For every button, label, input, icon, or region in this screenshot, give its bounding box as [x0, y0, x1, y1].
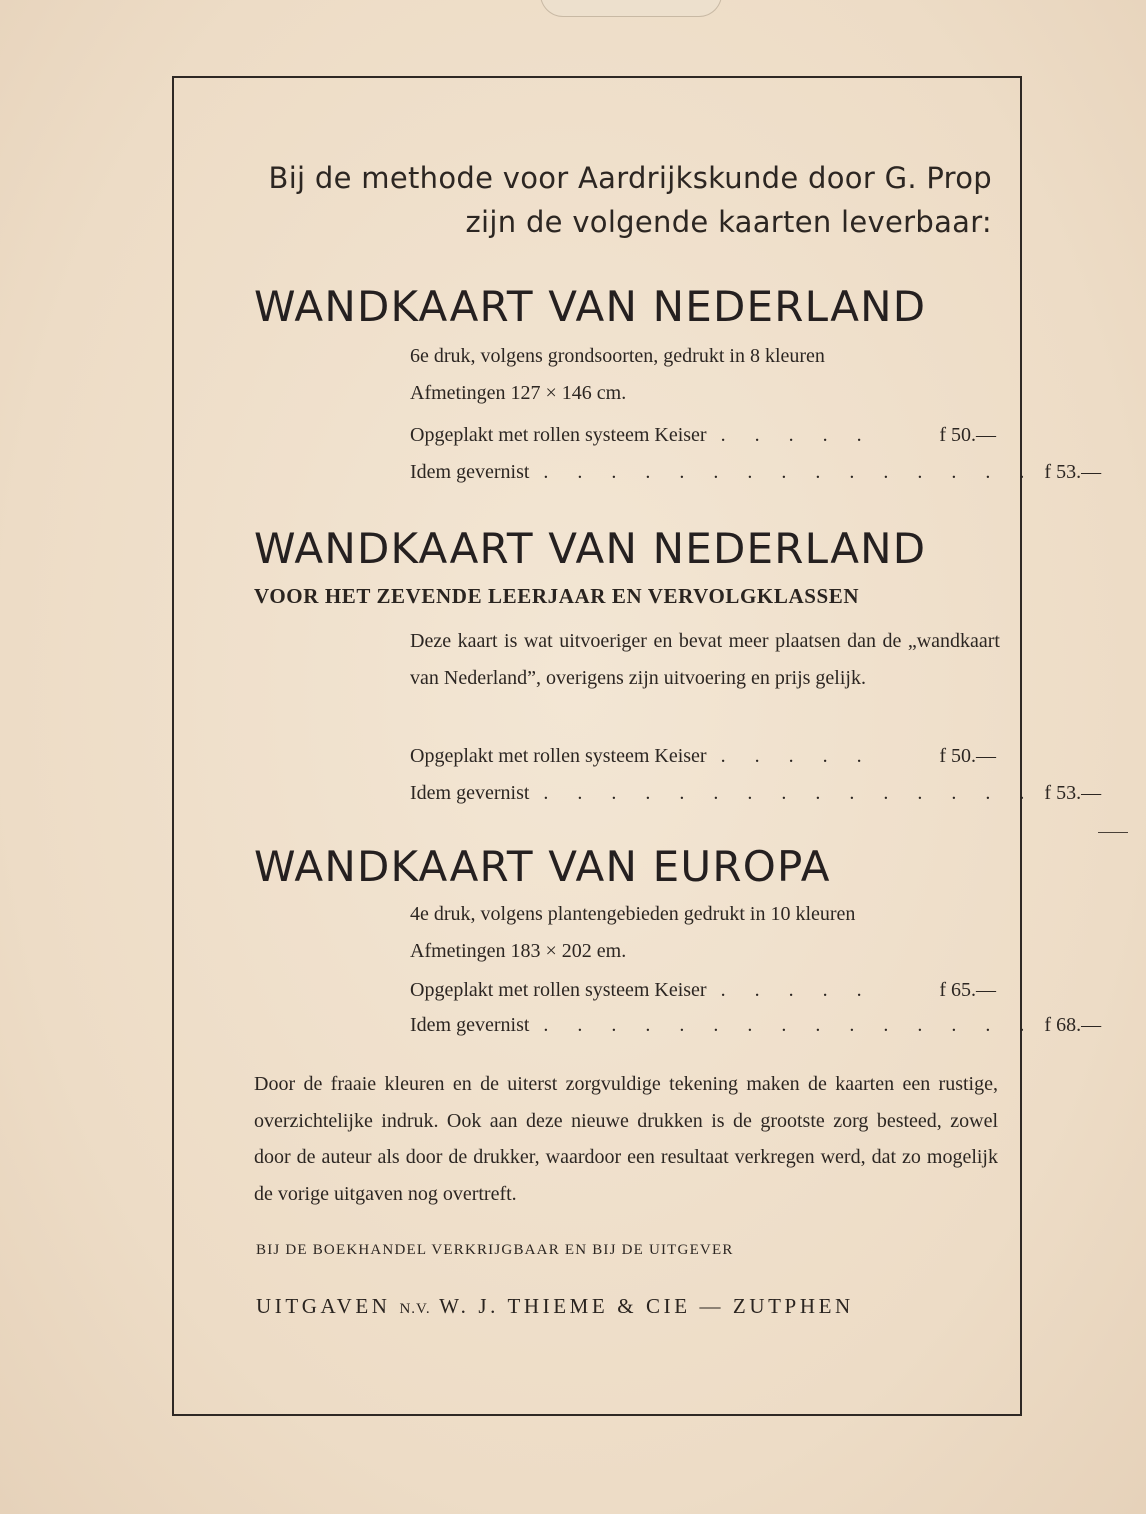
spec-europa [410, 896, 1000, 970]
publisher-prefix: UITGAVEN [256, 1294, 391, 1318]
heading-wandkaart-nederland-zevende: WANDKAART VAN NEDERLAND [254, 524, 927, 573]
price-label: Opgeplakt met rollen systeem Keiser [410, 745, 707, 767]
spec-line: 4e druk, volgens plantengebieden gedrukt in 10 kleuren [410, 903, 856, 925]
price-value: f 53.— [1044, 782, 1102, 804]
leader-dots: . . . . . [720, 979, 874, 1001]
price-row [410, 424, 996, 460]
price-value: f 68.— [1044, 1014, 1102, 1036]
spec-line: 6e druk, volgens grondsoorten, gedrukt in 8 kleuren [410, 345, 825, 367]
closing-paragraph: Door de fraaie kleuren en de uiterst zorgvuldige tekening maken de kaarten een rustige, overzichtelijke indruk. Ook aan deze nieuwe drukken is de grootste zorg besteed, zowel door de auteur als door de drukker, waardoor een resultaat verkregen werd, dat zo mogelijk de vorige uitgaven nog overtreft. [254, 1073, 998, 1205]
edge-mark [1098, 832, 1128, 833]
paper-fold [540, 0, 722, 17]
spec-nederland [410, 338, 1000, 412]
price-row [410, 979, 996, 1015]
spec-line: Afmetingen 127 × 146 cm. [410, 382, 627, 404]
publisher-line [256, 1294, 1000, 1319]
publisher-name: W. J. THIEME & CIE — ZUTPHEN [439, 1294, 854, 1318]
heading-wandkaart-europa: WANDKAART VAN EUROPA [254, 842, 831, 891]
price-label: Opgeplakt met rollen systeem Keiser [410, 979, 707, 1001]
price-row [410, 461, 1102, 497]
subheading-zevende-leerjaar: VOOR HET ZEVENDE LEERJAAR EN VERVOLGKLASSEN [254, 584, 860, 608]
availability-notice: BIJ DE BOEKHANDEL VERKRIJGBAAR EN BIJ DE UITGEVER [256, 1242, 734, 1258]
leader-dots: . . . . . . . . . . . . . . . [543, 782, 1037, 804]
intro-text [252, 156, 992, 244]
publisher-nv: N.V. [399, 1301, 431, 1317]
leader-dots: . . . . . [720, 424, 874, 446]
leader-dots: . . . . . . . . . . . . . . . [543, 1014, 1037, 1036]
price-row [410, 745, 996, 781]
price-label: Idem gevernist [410, 782, 530, 804]
price-value: f 50.— [939, 745, 996, 767]
heading-wandkaart-nederland: WANDKAART VAN NEDERLAND [254, 282, 927, 331]
leader-dots: . . . . . [720, 745, 874, 767]
description-nederland-zevende: Deze kaart is wat uitvoeriger en bevat meer plaatsen dan de „wandkaart van Nederland”, overigens zijn uitvoering en prijs gelijk. [410, 630, 1000, 689]
price-row [410, 782, 1102, 818]
intro-line-2: zijn de volgende kaarten leverbaar: [465, 205, 992, 239]
leader-dots: . . . . . . . . . . . . . . . [543, 461, 1037, 483]
price-label: Idem gevernist [410, 461, 530, 483]
spec-line: Afmetingen 183 × 202 em. [410, 940, 627, 962]
price-label: Idem gevernist [410, 1014, 530, 1036]
price-row [410, 1014, 1102, 1050]
price-value: f 65.— [939, 979, 996, 1001]
price-value: f 53.— [1044, 461, 1102, 483]
intro-line-1: Bij de methode voor Aardrijkskunde door G. Prop [268, 161, 992, 195]
price-label: Opgeplakt met rollen systeem Keiser [410, 424, 707, 446]
price-value: f 50.— [939, 424, 996, 446]
